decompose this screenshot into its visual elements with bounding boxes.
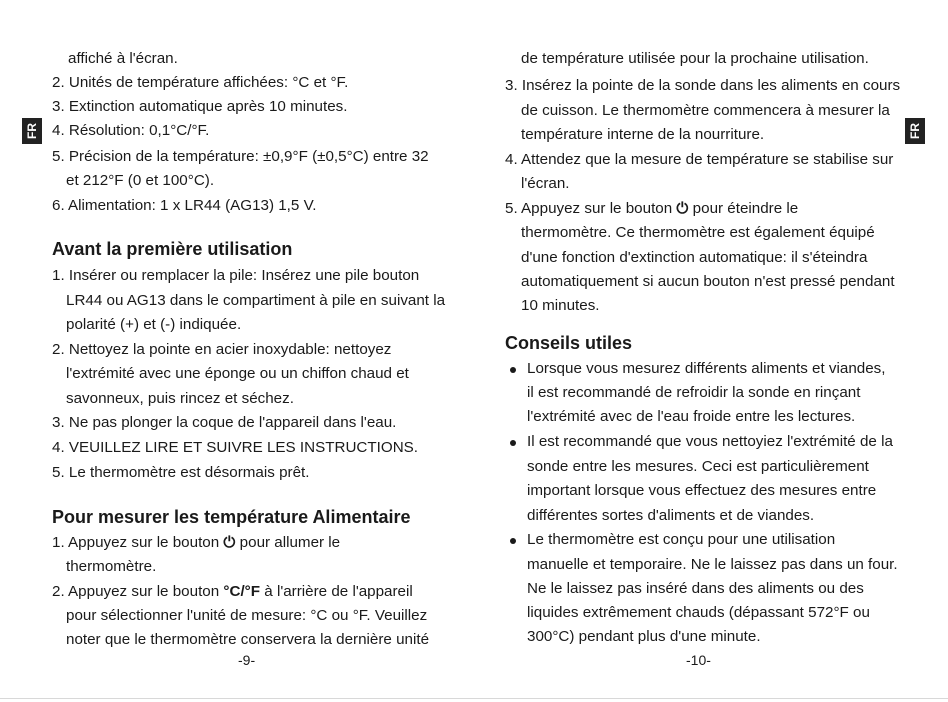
left-line-10: polarité (+) et (-) indiquée. xyxy=(66,316,242,333)
bullet-1-line-1: Lorsque vous mesurez différents aliments et viandes, xyxy=(527,360,886,377)
left-line-7: 6. Alimentation: 1 x LR44 (AG13) 1,5 V. xyxy=(52,197,317,214)
bullet-2-line-4: différentes sortes d'aliments et de viandes. xyxy=(527,507,815,524)
page-number-right: -10- xyxy=(686,652,711,668)
page-number-left: -9- xyxy=(238,652,256,668)
bullet-2-line-3: important lorsque vous effectuez des mesures entre xyxy=(527,482,877,499)
right-line-11: 10 minutes. xyxy=(521,297,600,314)
right-line-5: 4. Attendez que la mesure de température se stabilise sur xyxy=(505,151,894,168)
bullet-3-line-1: Le thermomètre est conçu pour une utilisation xyxy=(527,531,836,548)
section-heading-mesurer: Pour mesurer les température Alimentaire xyxy=(52,507,411,527)
bullet-3 xyxy=(510,538,516,544)
left-line-18: thermomètre. xyxy=(66,558,157,575)
left-line-15: 4. VEUILLEZ LIRE ET SUIVRE LES INSTRUCTIONS. xyxy=(52,439,419,456)
power-icon: ⏻ xyxy=(223,534,236,551)
right-line-6: l'écran. xyxy=(521,175,570,192)
left-line-19 xyxy=(52,580,413,605)
bullet-2-line-1: Il est recommandé que vous nettoyiez l'extrémité de la xyxy=(527,433,893,450)
language-tab-left-label: FR xyxy=(25,123,39,139)
power-icon-right: ⏻ xyxy=(676,200,689,217)
language-tab-left xyxy=(22,118,42,144)
bullet-3-line-3: Ne le laissez pas inséré dans des aliments ou des xyxy=(527,580,864,597)
left-line-1: affiché à l'écran. xyxy=(68,50,178,67)
bullet-3-line-2: manuelle et temporaire. Ne le laissez pas dans un four. xyxy=(527,556,898,573)
bullet-1-line-2: il est recommandé de refroidir la sonde en rinçant xyxy=(527,384,861,401)
right-line-7 xyxy=(505,197,798,222)
right-line-3: de cuisson. Le thermomètre commencera à mesurer la xyxy=(521,102,890,119)
left-line-5: 5. Précision de la température: ±0,9°F (±0,5°C) entre 32 xyxy=(52,148,429,165)
right-line-4: température interne de la nourriture. xyxy=(521,126,765,143)
right-line-7-end: pour éteindre le xyxy=(692,200,799,217)
bullet-3-line-5: 300°C) pendant plus d'une minute. xyxy=(527,628,761,645)
left-line-16: 5. Le thermomètre est désormais prêt. xyxy=(52,464,310,481)
unit-button-label: °C/°F xyxy=(223,583,261,600)
bottom-divider xyxy=(0,698,948,699)
left-line-17-start: 1. Appuyez sur le bouton xyxy=(52,534,220,551)
bullet-3-line-4: liquides extrêmement chauds (dépassant 572°F ou xyxy=(527,604,870,621)
left-line-19-start: 2. Appuyez sur le bouton xyxy=(52,583,220,600)
left-line-11: 2. Nettoyez la pointe en acier inoxydable: nettoyez xyxy=(52,341,392,358)
right-line-2: 3. Insérez la pointe de la sonde dans les aliments en cours xyxy=(505,77,901,94)
right-line-7-start: 5. Appuyez sur le bouton xyxy=(505,200,673,217)
left-line-17-end: pour allumer le xyxy=(239,534,341,551)
left-line-19-end: à l'arrière de l'appareil xyxy=(264,583,413,600)
left-line-9: LR44 ou AG13 dans le compartiment à pile en suivant la xyxy=(66,292,446,309)
left-line-4: 4. Résolution: 0,1°C/°F. xyxy=(52,122,210,139)
bullet-1 xyxy=(510,367,516,373)
right-line-9: d'une fonction d'extinction automatique: il s'éteindra xyxy=(521,249,868,266)
language-tab-right-label: FR xyxy=(908,123,922,139)
bullet-2-line-2: sonde entre les mesures. Ceci est particulièrement xyxy=(527,458,869,475)
language-tab-right xyxy=(905,118,925,144)
right-line-10: automatiquement si aucun bouton n'est pressé pendant xyxy=(521,273,895,290)
left-line-14: 3. Ne pas plonger la coque de l'appareil dans l'eau. xyxy=(52,414,397,431)
left-line-21: noter que le thermomètre conservera la dernière unité xyxy=(66,631,430,648)
right-line-1: de température utilisée pour la prochaine utilisation. xyxy=(521,50,869,67)
left-line-17 xyxy=(52,531,340,556)
left-line-12: l'extrémité avec une éponge ou un chiffon chaud et xyxy=(66,365,409,382)
left-line-3: 3. Extinction automatique après 10 minutes. xyxy=(52,98,348,115)
left-line-13: savonneux, puis rincez et séchez. xyxy=(66,390,294,407)
left-line-2: 2. Unités de température affichées: °C et °F. xyxy=(52,74,349,91)
section-heading-conseils: Conseils utiles xyxy=(505,333,633,353)
bullet-1-line-3: l'extrémité avec de l'eau froide entre les lectures. xyxy=(527,408,856,425)
section-heading-avant: Avant la première utilisation xyxy=(52,239,293,259)
right-line-8: thermomètre. Ce thermomètre est également équipé xyxy=(521,224,875,241)
left-line-20: pour sélectionner l'unité de mesure: °C ou °F. Veuillez xyxy=(66,607,428,624)
left-line-8: 1. Insérer ou remplacer la pile: Insérez une pile bouton xyxy=(52,267,420,284)
bullet-2 xyxy=(510,440,516,446)
left-line-6: et 212°F (0 et 100°C). xyxy=(66,172,215,189)
